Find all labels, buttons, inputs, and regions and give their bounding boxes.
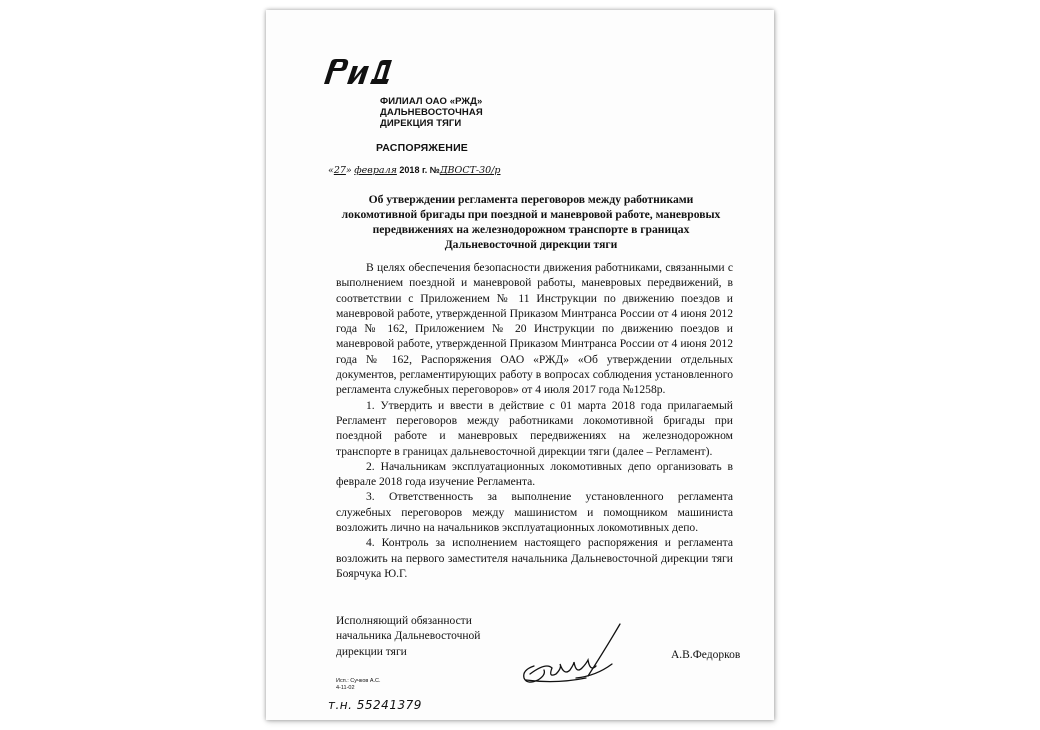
document-title	[326, 192, 736, 252]
document-page	[266, 10, 774, 720]
rzd-logo	[320, 56, 396, 86]
role-line: дирекции тяги	[336, 645, 407, 658]
handwritten-signature	[516, 618, 634, 688]
date-day: 27	[333, 165, 346, 176]
date-number-line	[328, 165, 501, 176]
executor-name: Исп.: Сучков А.С.	[336, 678, 381, 684]
org-line: ДИРЕКЦИЯ ТЯГИ	[380, 118, 462, 129]
executor-info	[336, 678, 381, 692]
signatory-role	[336, 614, 480, 660]
date-month: февраля	[354, 165, 397, 176]
title-line: передвижениях на железнодорожном транспорте в границах	[372, 223, 690, 236]
executor-phone: 4-11-02	[336, 685, 355, 691]
order-item-3: 3. Ответственность за выполнение установленного регламента служебных переговоров между машинистом и помощником машиниста возложить лично на начальников эксплуатационных локомотивных депо.	[336, 490, 733, 535]
order-item-1: 1. Утвердить и ввести в действие с 01 марта 2018 года прилагаемый Регламент переговоров между работниками локомотивной бригады при поездной работе и маневровых передвижениях на железнодорожном транспорте в границах дальневосточной дирекции тяги (далее – Регламент).	[336, 398, 733, 458]
organization-name	[380, 96, 483, 129]
org-line: ДАЛЬНЕВОСТОЧНАЯ	[380, 107, 483, 118]
document-type: РАСПОРЯЖЕНИЕ	[376, 142, 469, 154]
document-body	[336, 260, 733, 581]
preamble-paragraph: В целях обеспечения безопасности движения работниками, связанными с выполнением поездной и маневровой работы, маневровых передвижений, в соответствии с Приложением № 11 Инструкции по движению поездов и маневровой работе, утвержденной Приказом Минтранса России от 4 июня 2012 года № 162, Приложением № 20 Инструкции по движению поездов и маневровой работе, утвержденной Приказом Минтранса России от 4 июня 2012 года № 162, Распоряжения ОАО «РЖД» «Об утверждении отдельных документов, регламентирующих работу в вопросах соблюдения установленного регламента служебных переговоров» от 4 июля 2017 года №1258р.	[336, 261, 733, 397]
role-line: Исполняющий обязанности	[336, 615, 472, 627]
order-item-4: 4. Контроль за исполнением настоящего распоряжения и регламента возложить на первого заместителя начальника Дальневосточной дирекции тяги Боярчука Ю.Г.	[336, 536, 733, 580]
handwritten-note: т.н. 55241379	[328, 698, 422, 712]
org-line: ФИЛИАЛ ОАО «РЖД»	[380, 96, 483, 107]
order-item-2: 2. Начальникам эксплуатационных локомотивных депо организовать в феврале 2018 года изучение Регламента.	[336, 459, 733, 489]
title-line: локомотивной бригады при поездной и маневровой работе, маневровых	[341, 208, 721, 221]
open-quote: «	[328, 165, 334, 176]
year-number-label: 2018 г. №	[399, 165, 440, 175]
title-line: Об утверждении регламента переговоров между работниками	[368, 193, 694, 206]
signatory-name: А.В.Федорков	[671, 649, 741, 661]
role-line: начальника Дальневосточной	[336, 630, 481, 643]
document-number: ДВОСТ-30/р	[439, 165, 501, 176]
close-quote: »	[345, 165, 352, 176]
title-line: Дальневосточной дирекции тяги	[444, 238, 618, 251]
